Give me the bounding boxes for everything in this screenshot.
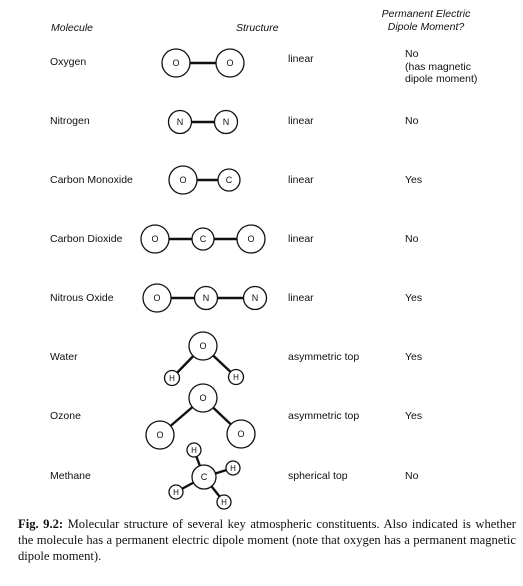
structure-water (165, 332, 244, 386)
shape-nitrous-oxide: linear (288, 292, 314, 304)
atom-symbol: O (156, 430, 164, 440)
shape-carbon-monoxide: linear (288, 174, 314, 186)
structure-nitrous-oxide (143, 284, 267, 312)
atom-symbol: N (222, 117, 230, 127)
atom-symbol: N (176, 117, 184, 127)
atom-symbol: C (225, 175, 233, 185)
header-dipole-line1: Permanent Electric (381, 8, 471, 20)
atom-symbol: O (153, 293, 161, 303)
dipole-oxygen-line1: No (405, 48, 419, 60)
shape-oxygen: linear (288, 53, 314, 65)
structure-carbon-dioxide (141, 225, 265, 253)
molecule-name-nitrogen: Nitrogen (50, 115, 90, 127)
molecule-name-carbon-dioxide: Carbon Dioxide (50, 233, 123, 245)
dipole-oxygen-line2: (has magnetic (405, 60, 471, 73)
caption-text: Molecular structure of several key atmospheric constituents. Also indicated is whether the molecule has a permanent electric dipole moment (note that oxygen has a permanent magnetic dipole moment). (18, 517, 516, 563)
atom-symbol: O (247, 234, 255, 244)
header-dipole-line2: Dipole Moment? (387, 21, 465, 33)
atom-symbol: H (230, 464, 236, 473)
figure-caption (18, 516, 516, 564)
molecule-name-carbon-monoxide: Carbon Monoxide (50, 174, 133, 186)
molecule-name-nitrous-oxide: Nitrous Oxide (50, 292, 114, 304)
molecule-name-methane: Methane (50, 470, 91, 482)
structure-oxygen (162, 49, 244, 77)
structure-nitrogen (169, 111, 238, 134)
dipole-ozone: Yes (405, 410, 423, 422)
shape-ozone: asymmetric top (288, 410, 360, 422)
atom-symbol: O (226, 58, 234, 68)
atom-symbol: C (200, 472, 208, 482)
dipole-water: Yes (405, 351, 423, 363)
shape-nitrogen: linear (288, 115, 314, 127)
dipole-oxygen-line3: dipole moment) (405, 73, 478, 85)
molecule-name-ozone: Ozone (50, 410, 81, 422)
dipole-methane: No (405, 470, 419, 482)
dipole-nitrous-oxide: Yes (405, 292, 423, 304)
atom-symbol: H (173, 488, 179, 497)
atom-symbol: H (221, 498, 227, 507)
atom-symbol: H (169, 374, 175, 383)
structure-carbon-monoxide (169, 166, 240, 194)
atom-symbol: N (202, 293, 210, 303)
shape-water: asymmetric top (288, 351, 360, 363)
atom-symbol: N (251, 293, 259, 303)
atom-symbol: C (199, 234, 207, 244)
atom-symbol: O (237, 429, 245, 439)
atom-symbol: O (199, 393, 207, 403)
dipole-carbon-monoxide: Yes (405, 174, 423, 186)
molecule-name-water: Water (50, 351, 78, 363)
shape-methane: spherical top (288, 470, 348, 482)
header-structure: Structure (236, 22, 279, 34)
atom-symbol: O (151, 234, 159, 244)
atom-symbol: O (179, 175, 187, 185)
structure-methane (169, 443, 240, 509)
dipole-carbon-dioxide: No (405, 233, 419, 245)
header-molecule: Molecule (51, 22, 94, 34)
shape-carbon-dioxide: linear (288, 233, 314, 245)
molecule-name-oxygen: Oxygen (50, 56, 87, 68)
caption-label: Fig. 9.2: (18, 517, 64, 531)
atom-symbol: O (199, 341, 207, 351)
atom-symbol: H (233, 373, 239, 382)
atom-symbol: O (172, 58, 180, 68)
atom-symbol: H (191, 446, 197, 455)
dipole-nitrogen: No (405, 115, 419, 127)
structure-ozone (146, 384, 255, 449)
